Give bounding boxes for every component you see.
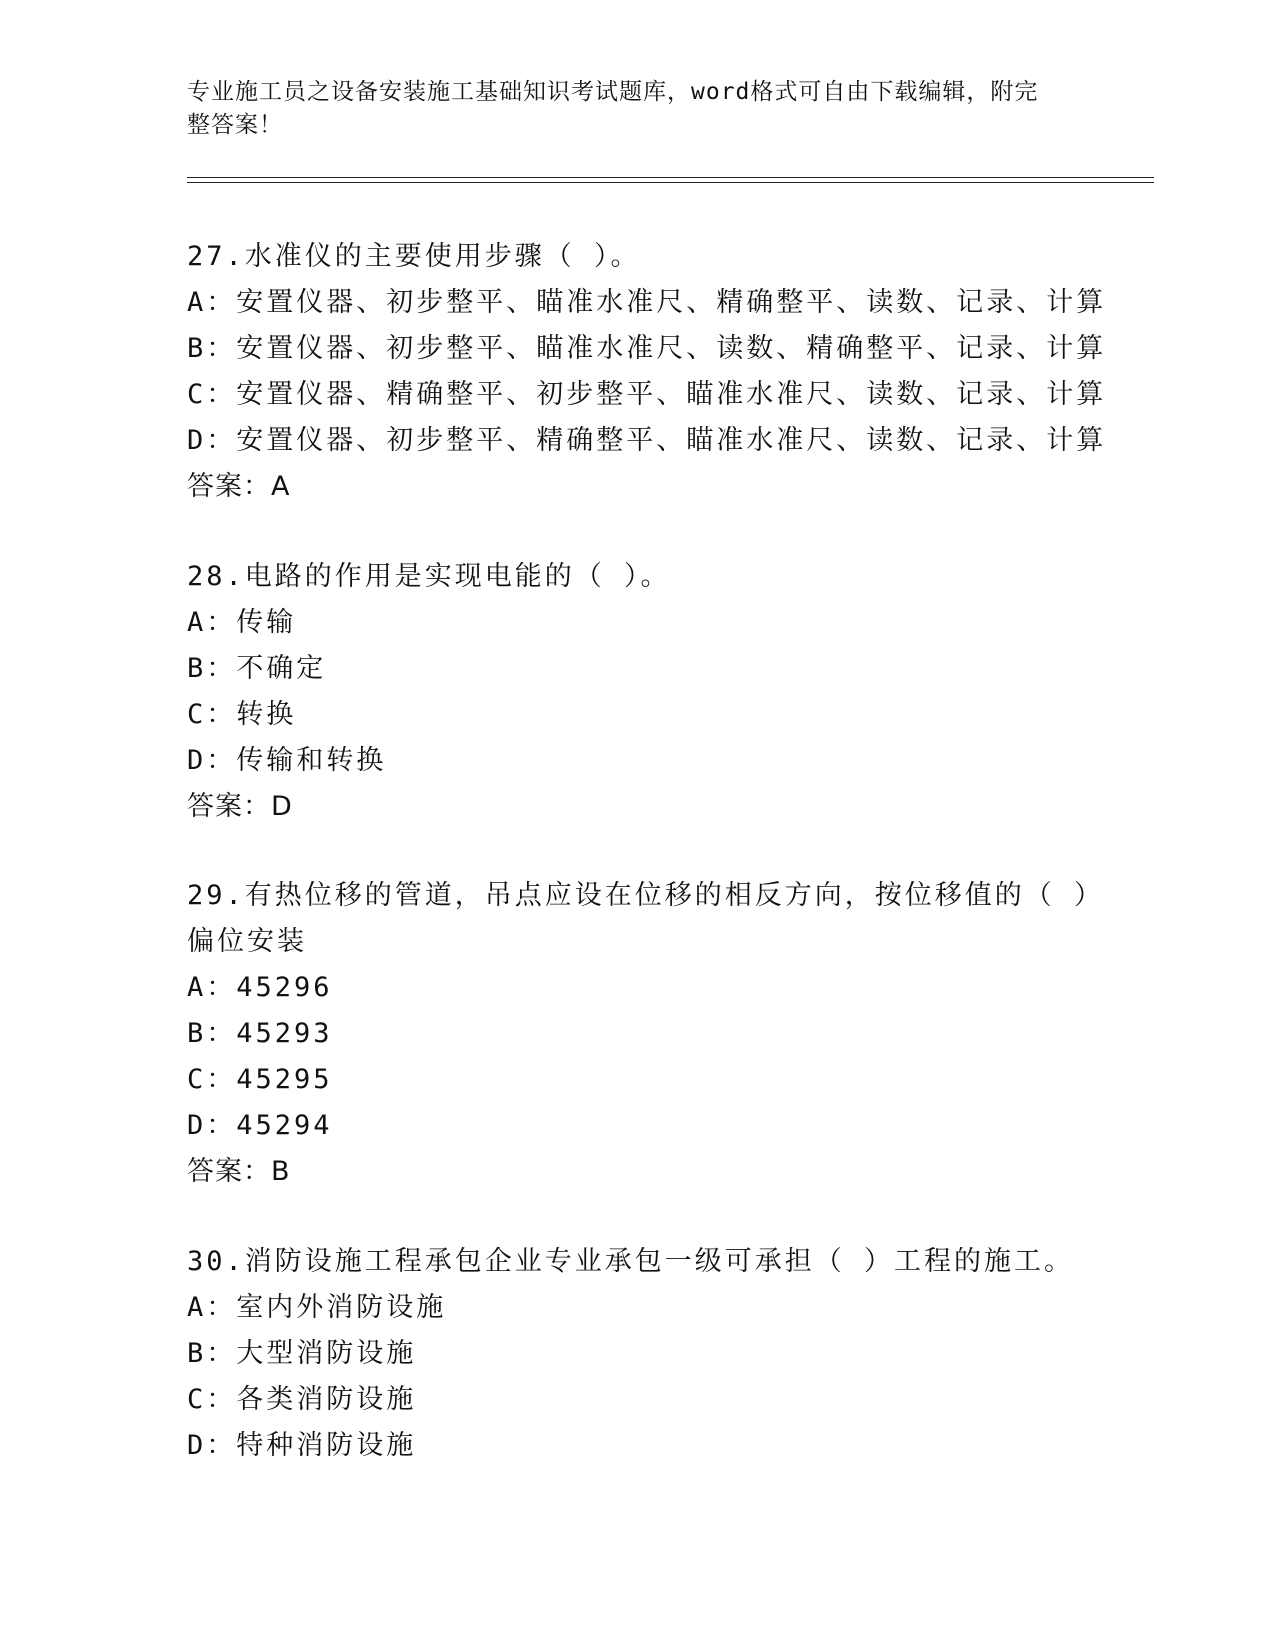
question-stem-line-1: 29.有热位移的管道，吊点应设在位移的相反方向，按位移值的（ ） bbox=[187, 880, 1105, 911]
option-b: B：不确定 bbox=[187, 653, 327, 684]
option-a: A：传输 bbox=[187, 607, 297, 638]
option-c: C：45295 bbox=[187, 1064, 333, 1095]
answer: 答案：B bbox=[187, 1156, 291, 1187]
option-d: D：传输和转换 bbox=[187, 745, 387, 776]
option-b: B：安置仪器、初步整平、瞄准水准尺、读数、精确整平、记录、计算 bbox=[187, 333, 1107, 364]
question-28 bbox=[187, 554, 1087, 830]
question-27 bbox=[187, 234, 1107, 510]
question-stem-line-2: 偏位安装 bbox=[187, 926, 307, 957]
header-divider-bottom bbox=[187, 182, 1154, 183]
option-a: A：45296 bbox=[187, 972, 333, 1003]
option-b: B：45293 bbox=[187, 1018, 333, 1049]
option-d: D：特种消防设施 bbox=[187, 1430, 417, 1461]
header-line-2: 整答案！ bbox=[187, 112, 283, 138]
header-divider-top bbox=[187, 177, 1154, 178]
document-header bbox=[187, 76, 1087, 142]
answer: 答案：A bbox=[187, 471, 291, 502]
option-c: C：各类消防设施 bbox=[187, 1384, 417, 1415]
answer: 答案：D bbox=[187, 791, 293, 822]
header-line-1: 专业施工员之设备安装施工基础知识考试题库，word格式可自由下载编辑，附完 bbox=[187, 79, 1039, 105]
question-stem: 30.消防设施工程承包企业专业承包一级可承担（ ）工程的施工。 bbox=[187, 1246, 1075, 1277]
option-b: B：大型消防设施 bbox=[187, 1338, 417, 1369]
option-d: D：45294 bbox=[187, 1110, 333, 1141]
question-stem: 27.水准仪的主要使用步骤（ ）。 bbox=[187, 241, 641, 272]
option-a: A：安置仪器、初步整平、瞄准水准尺、精确整平、读数、记录、计算 bbox=[187, 287, 1107, 318]
question-stem: 28.电路的作用是实现电能的（ ）。 bbox=[187, 561, 671, 592]
question-29 bbox=[187, 873, 1105, 1195]
option-c: C：转换 bbox=[187, 699, 297, 730]
question-30 bbox=[187, 1239, 1087, 1469]
option-c: C：安置仪器、精确整平、初步整平、瞄准水准尺、读数、记录、计算 bbox=[187, 379, 1107, 410]
option-a: A：室内外消防设施 bbox=[187, 1292, 447, 1323]
option-d: D：安置仪器、初步整平、精确整平、瞄准水准尺、读数、记录、计算 bbox=[187, 425, 1107, 456]
